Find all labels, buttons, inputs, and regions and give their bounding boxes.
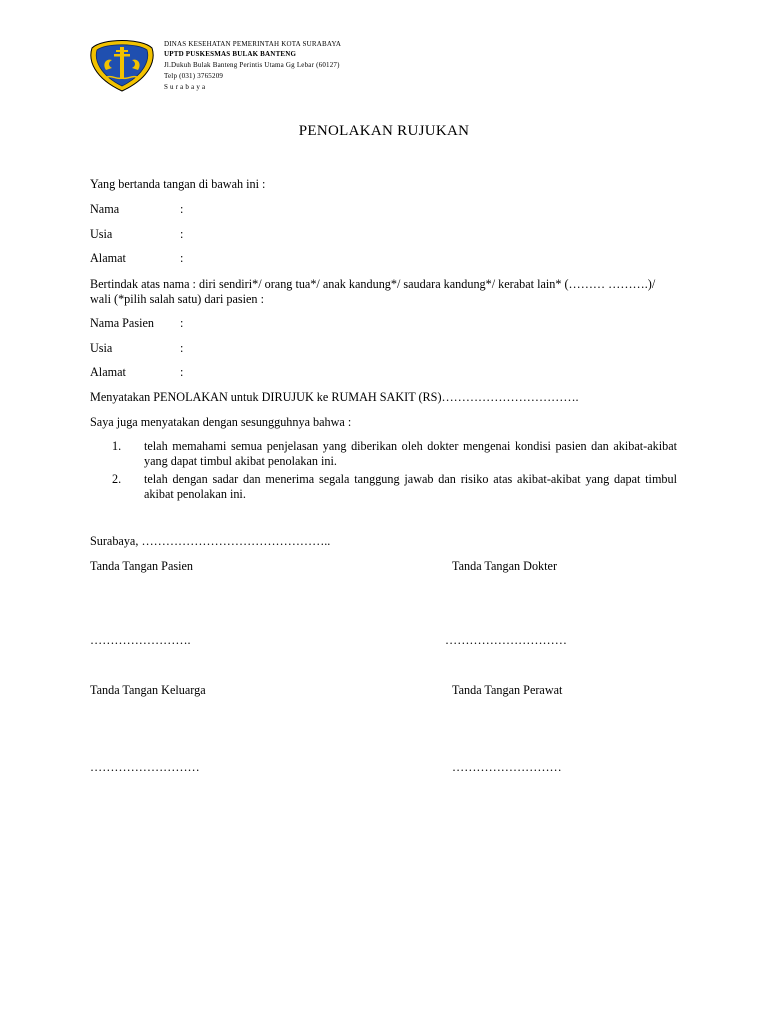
list-item-number: 1. (112, 439, 122, 453)
refusal-statement: Menyatakan PENOLAKAN untuk DIRUJUK ke RUMAH SAKIT (RS)……………………………. (90, 390, 579, 404)
declaration-list (90, 439, 677, 505)
field-label-patient-age: Usia (90, 341, 113, 355)
letterhead-phone: Telp (031) 3765209 (164, 72, 224, 80)
place-date: Surabaya, ……………………………………….. (90, 534, 331, 548)
on-behalf-paragraph: Bertindak atas nama : diri sendiri*/ orang tua*/ anak kandung*/ saudara kandung*/ kerabat lain* (……… ……….)/ wali (*pilih salah satu) dari pasien : (90, 277, 656, 306)
document-title: PENOLAKAN RUJUKAN (298, 123, 470, 139)
field-label-address: Alamat (90, 251, 126, 265)
list-item-text: telah memahami semua penjelasan yang diberikan oleh dokter mengenai kondisi pasien dan akibat-akibat yang dapat timbul akibat penolakan ini. (144, 439, 677, 468)
signature-label-doctor: Tanda Tangan Dokter (452, 559, 558, 573)
field-label-patient-name: Nama Pasien (90, 316, 154, 330)
signature-line-doctor: ………………………… (445, 633, 567, 647)
signature-label-family: Tanda Tangan Keluarga (90, 683, 206, 697)
list-item (90, 439, 677, 469)
signature-label-nurse: Tanda Tangan Perawat (452, 683, 563, 697)
field-sep: : (180, 365, 184, 379)
field-sep: : (180, 341, 184, 355)
field-sep: : (180, 251, 184, 265)
letterhead-unit: UPTD PUSKESMAS BULAK BANTENG (164, 50, 297, 58)
signature-label-patient: Tanda Tangan Pasien (90, 559, 193, 573)
list-item-text: telah dengan sadar dan menerima segala tanggung jawab dan risiko atas akibat-akibat yang dapat timbul akibat penolakan ini. (144, 472, 677, 501)
declaration-text: Saya juga menyatakan dengan sesungguhnya bahwa : (90, 415, 352, 429)
field-sep: : (180, 227, 184, 241)
list-item-number: 2. (112, 472, 122, 486)
field-label-age: Usia (90, 227, 113, 241)
signature-line-nurse: ……………………… (452, 760, 562, 774)
letterhead-address: Jl.Dukuh Bulak Banteng Perintis Utama Gg Lebar (60127) (164, 61, 340, 69)
letterhead-city: S u r a b a y a (164, 83, 206, 91)
intro-text: Yang bertanda tangan di bawah ini : (90, 177, 266, 191)
surabaya-city-crest-icon (86, 34, 158, 94)
field-sep: : (180, 316, 184, 330)
list-item (90, 472, 677, 502)
signature-line-patient: ……………………. (90, 633, 191, 647)
field-label-name: Nama (90, 202, 120, 216)
letterhead-agency: DINAS KESEHATAN PEMERINTAH KOTA SURABAYA (164, 40, 342, 48)
field-label-patient-address: Alamat (90, 365, 126, 379)
field-sep: : (180, 202, 184, 216)
signature-line-family: ……………………… (90, 760, 200, 774)
